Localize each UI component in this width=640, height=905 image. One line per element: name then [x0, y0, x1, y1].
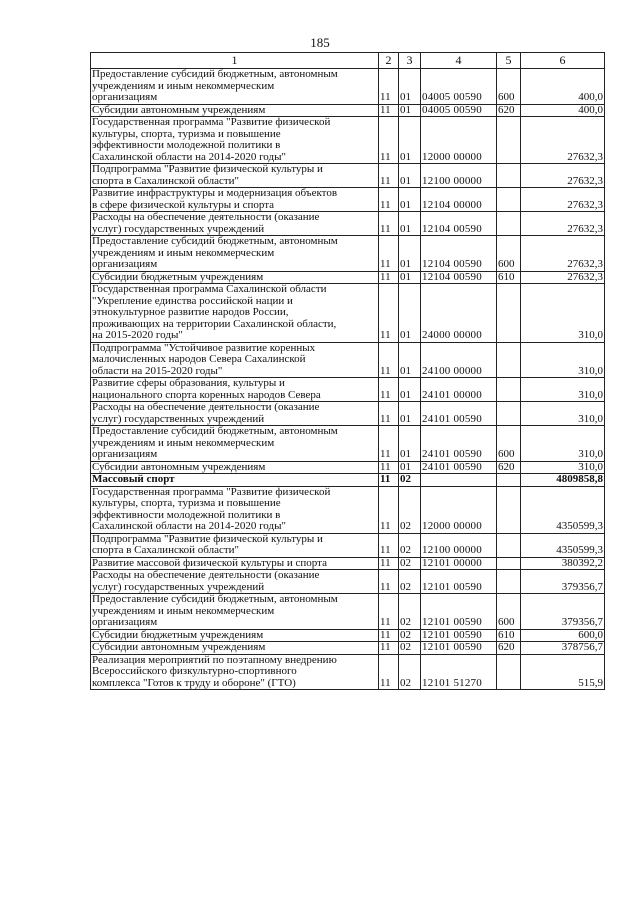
table-row	[91, 461, 605, 474]
table-row	[91, 284, 605, 343]
row-target-article: 12104 00590	[421, 236, 497, 272]
row-target-article: 12100 00000	[421, 164, 497, 188]
row-subsection: 01	[399, 461, 421, 474]
table-body	[91, 69, 605, 690]
header-col-6: 6	[521, 53, 605, 69]
row-amount: 310,0	[521, 426, 605, 462]
row-section: 11	[379, 402, 399, 426]
row-section: 11	[379, 629, 399, 642]
row-section: 11	[379, 164, 399, 188]
row-expense-type: 600	[497, 236, 521, 272]
header-col-5: 5	[497, 53, 521, 69]
row-expense-type	[497, 378, 521, 402]
row-amount: 378756,7	[521, 642, 605, 655]
row-target-article: 12101 00590	[421, 642, 497, 655]
row-subsection: 02	[399, 570, 421, 594]
header-col-1: 1	[91, 53, 379, 69]
row-section: 11	[379, 486, 399, 533]
row-amount: 310,0	[521, 342, 605, 378]
header-col-4: 4	[421, 53, 497, 69]
row-amount: 310,0	[521, 461, 605, 474]
row-section: 11	[379, 426, 399, 462]
row-subsection: 02	[399, 533, 421, 557]
row-name: Субсидии автономным учреждениям	[91, 461, 379, 474]
table-row	[91, 629, 605, 642]
row-subsection: 01	[399, 236, 421, 272]
row-amount: 4809858,8	[521, 474, 605, 487]
row-section: 11	[379, 69, 399, 105]
row-name: Расходы на обеспечение деятельности (оказание услуг) государственных учреждений	[91, 212, 379, 236]
table-row	[91, 212, 605, 236]
row-name: Государственная программа "Развитие физической культуры, спорта, туризма и повышение эффективности молодежной политики в Сахалинской области на 2014-2020 годы"	[91, 117, 379, 164]
row-amount: 600,0	[521, 629, 605, 642]
row-subsection: 01	[399, 69, 421, 105]
row-name: Субсидии автономным учреждениям	[91, 642, 379, 655]
row-section: 11	[379, 271, 399, 284]
table-row	[91, 426, 605, 462]
row-section: 11	[379, 557, 399, 570]
row-name: Государственная программа Сахалинской области "Укрепление единства российской нации и этнокультурное развитие народов России, проживающих на территории Сахалинской области, на 2015-2020 годы"	[91, 284, 379, 343]
row-section: 11	[379, 461, 399, 474]
row-subsection: 02	[399, 594, 421, 630]
table-row	[91, 533, 605, 557]
table-row	[91, 117, 605, 164]
row-name: Расходы на обеспечение деятельности (оказание услуг) государственных учреждений	[91, 570, 379, 594]
row-section: 11	[379, 474, 399, 487]
row-subsection: 01	[399, 212, 421, 236]
table-row	[91, 642, 605, 655]
row-section: 11	[379, 117, 399, 164]
table-row	[91, 402, 605, 426]
row-target-article: 24100 00000	[421, 342, 497, 378]
row-expense-type: 620	[497, 642, 521, 655]
row-name: Предоставление субсидий бюджетным, автономным учреждениям и иным некоммерческим организациям	[91, 69, 379, 105]
row-subsection: 01	[399, 402, 421, 426]
row-amount: 4350599,3	[521, 486, 605, 533]
table-row	[91, 188, 605, 212]
row-amount: 379356,7	[521, 594, 605, 630]
row-section: 11	[379, 104, 399, 117]
row-target-article: 12100 00000	[421, 533, 497, 557]
row-amount: 27632,3	[521, 212, 605, 236]
row-amount: 27632,3	[521, 236, 605, 272]
table-row	[91, 557, 605, 570]
row-name: Расходы на обеспечение деятельности (оказание услуг) государственных учреждений	[91, 402, 379, 426]
row-target-article	[421, 474, 497, 487]
row-name: Подпрограмма "Развитие физической культуры и спорта в Сахалинской области"	[91, 533, 379, 557]
row-amount: 27632,3	[521, 164, 605, 188]
row-subsection: 01	[399, 342, 421, 378]
row-expense-type	[497, 570, 521, 594]
table-row	[91, 474, 605, 487]
row-section: 11	[379, 570, 399, 594]
row-expense-type	[497, 533, 521, 557]
row-expense-type	[497, 557, 521, 570]
row-expense-type: 620	[497, 461, 521, 474]
table-row	[91, 594, 605, 630]
row-target-article: 12101 00590	[421, 570, 497, 594]
row-expense-type	[497, 212, 521, 236]
row-amount: 310,0	[521, 284, 605, 343]
table-row	[91, 486, 605, 533]
row-expense-type: 620	[497, 104, 521, 117]
row-name: Предоставление субсидий бюджетным, автономным учреждениям и иным некоммерческим организациям	[91, 236, 379, 272]
row-subsection: 01	[399, 117, 421, 164]
row-subsection: 02	[399, 474, 421, 487]
row-amount: 27632,3	[521, 117, 605, 164]
header-col-2: 2	[379, 53, 399, 69]
row-target-article: 12101 00590	[421, 629, 497, 642]
row-expense-type	[497, 284, 521, 343]
table-row	[91, 570, 605, 594]
row-target-article: 24101 00590	[421, 402, 497, 426]
row-name: Развитие массовой физической культуры и спорта	[91, 557, 379, 570]
row-subsection: 01	[399, 284, 421, 343]
row-subsection: 01	[399, 164, 421, 188]
row-amount: 515,9	[521, 654, 605, 690]
row-expense-type: 610	[497, 271, 521, 284]
row-name: Предоставление субсидий бюджетным, автономным учреждениям и иным некоммерческим организациям	[91, 426, 379, 462]
row-target-article: 12104 00590	[421, 212, 497, 236]
header-col-3: 3	[399, 53, 421, 69]
row-subsection: 01	[399, 271, 421, 284]
budget-table	[90, 52, 605, 690]
row-expense-type: 600	[497, 594, 521, 630]
row-name: Реализация мероприятий по поэтапному внедрению Всероссийского физкультурно-спортивного комплекса "Готов к труду и обороне" (ГТО)	[91, 654, 379, 690]
row-target-article: 04005 00590	[421, 104, 497, 117]
row-name: Массовый спорт	[91, 474, 379, 487]
row-subsection: 02	[399, 642, 421, 655]
row-amount: 4350599,3	[521, 533, 605, 557]
row-section: 11	[379, 654, 399, 690]
table-row	[91, 104, 605, 117]
row-section: 11	[379, 188, 399, 212]
row-section: 11	[379, 342, 399, 378]
row-target-article: 24101 00590	[421, 461, 497, 474]
row-amount: 27632,3	[521, 188, 605, 212]
table-row	[91, 654, 605, 690]
row-name: Государственная программа "Развитие физической культуры, спорта, туризма и повышение эффективности молодежной политики в Сахалинской области на 2014-2020 годы"	[91, 486, 379, 533]
row-subsection: 01	[399, 378, 421, 402]
row-target-article: 24000 00000	[421, 284, 497, 343]
row-expense-type	[497, 117, 521, 164]
row-name: Подпрограмма "Развитие физической культуры и спорта в Сахалинской области"	[91, 164, 379, 188]
row-name: Предоставление субсидий бюджетным, автономным учреждениям и иным некоммерческим организациям	[91, 594, 379, 630]
row-expense-type: 600	[497, 426, 521, 462]
row-expense-type	[497, 486, 521, 533]
row-amount: 27632,3	[521, 271, 605, 284]
row-expense-type	[497, 654, 521, 690]
row-subsection: 01	[399, 188, 421, 212]
row-section: 11	[379, 378, 399, 402]
row-expense-type	[497, 402, 521, 426]
row-section: 11	[379, 284, 399, 343]
row-target-article: 12000 00000	[421, 117, 497, 164]
row-target-article: 04005 00590	[421, 69, 497, 105]
row-amount: 380392,2	[521, 557, 605, 570]
row-amount: 310,0	[521, 378, 605, 402]
row-target-article: 12101 00000	[421, 557, 497, 570]
row-subsection: 02	[399, 629, 421, 642]
row-section: 11	[379, 212, 399, 236]
row-subsection: 02	[399, 557, 421, 570]
page-number: 185	[310, 35, 330, 50]
row-target-article: 24101 00000	[421, 378, 497, 402]
row-name: Субсидии автономным учреждениям	[91, 104, 379, 117]
row-expense-type	[497, 188, 521, 212]
row-subsection: 01	[399, 426, 421, 462]
row-subsection: 01	[399, 104, 421, 117]
table-row	[91, 378, 605, 402]
table-row	[91, 164, 605, 188]
row-section: 11	[379, 236, 399, 272]
row-subsection: 02	[399, 486, 421, 533]
row-amount: 379356,7	[521, 570, 605, 594]
row-subsection: 02	[399, 654, 421, 690]
row-expense-type	[497, 342, 521, 378]
row-target-article: 12000 00000	[421, 486, 497, 533]
row-amount: 310,0	[521, 402, 605, 426]
row-target-article: 12101 51270	[421, 654, 497, 690]
row-target-article: 24101 00590	[421, 426, 497, 462]
row-expense-type	[497, 474, 521, 487]
row-name: Развитие инфраструктуры и модернизация объектов в сфере физической культуры и спорта	[91, 188, 379, 212]
table-row	[91, 236, 605, 272]
row-name: Развитие сферы образования, культуры и национального спорта коренных народов Севера	[91, 378, 379, 402]
row-name: Субсидии бюджетным учреждениям	[91, 271, 379, 284]
header-row	[91, 53, 605, 69]
table-row	[91, 271, 605, 284]
row-expense-type	[497, 164, 521, 188]
row-name: Подпрограмма "Устойчивое развитие коренных малочисленных народов Севера Сахалинской области на 2015-2020 годы"	[91, 342, 379, 378]
row-expense-type: 610	[497, 629, 521, 642]
row-section: 11	[379, 642, 399, 655]
row-amount: 400,0	[521, 104, 605, 117]
row-target-article: 12101 00590	[421, 594, 497, 630]
row-target-article: 12104 00000	[421, 188, 497, 212]
row-expense-type: 600	[497, 69, 521, 105]
row-target-article: 12104 00590	[421, 271, 497, 284]
table-row	[91, 69, 605, 105]
row-name: Субсидии бюджетным учреждениям	[91, 629, 379, 642]
row-section: 11	[379, 533, 399, 557]
row-amount: 400,0	[521, 69, 605, 105]
table-row	[91, 342, 605, 378]
row-section: 11	[379, 594, 399, 630]
